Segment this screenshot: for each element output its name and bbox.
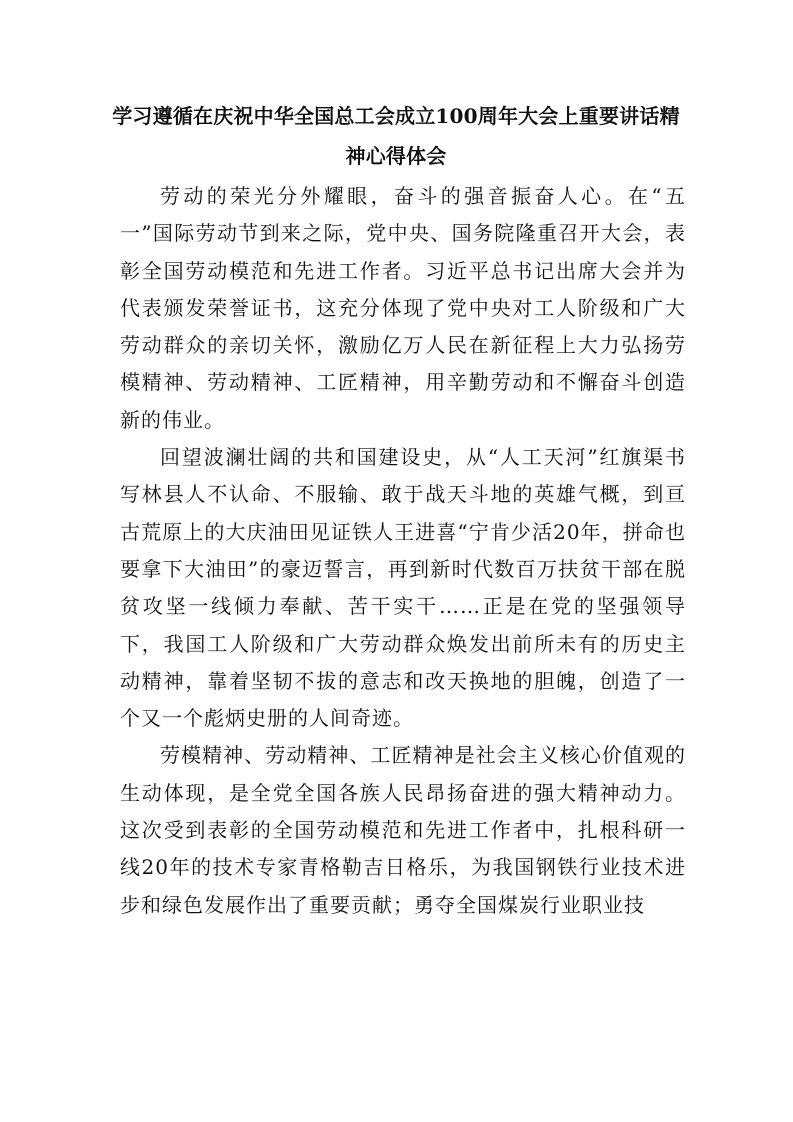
paragraph-1: 劳动的荣光分外耀眼，奋斗的强音振奋人心。在“五一”国际劳动节到来之际，党中央、国务院隆重召开大会，表彰全国劳动模范和先进工作者。习近平总书记出席大会并为代表颁发荣誉证书，这充分体现了党中央对工人阶级和广大劳动群众的亲切关怀，激励亿万人民在新征程上大力弘扬劳模精神、劳动精神、工匠精神，用辛勤劳动和不懈奋斗创造新的伟业。 xyxy=(120,184,686,432)
document-body xyxy=(120,178,686,924)
paragraph-2: 回望波澜壮阔的共和国建设史，从“人工天河”红旗渠书写林县人不认命、不服输、敢于战天斗地的英雄气概，到亘古荒原上的大庆油田见证铁人王进喜“宁肯少活20年，拼命也要拿下大油田”的豪迈誓言，再到新时代数百万扶贫干部在脱贫攻坚一线倾力奉献、苦干实干……正是在党的坚强领导下，我国工人阶级和广大劳动群众焕发出前所未有的历史主动精神，靠着坚韧不拔的意志和改天换地的胆魄，创造了一个又一个彪炳史册的人间奇迹。 xyxy=(120,445,686,731)
document-title: 学习遵循在庆祝中华全国总工会成立100周年大会上重要讲话精神心得体会 xyxy=(112,104,680,168)
paragraph-3: 劳模精神、劳动精神、工匠精神是社会主义核心价值观的生动体现，是全党全国各族人民昂扬奋进的强大精神动力。这次受到表彰的全国劳动模范和先进工作者中，扎根科研一线20年的技术专家青格勒吉日格乐，为我国钢铁行业技术进步和绿色发展作出了重要贡献；勇夺全国煤炭行业职业技 xyxy=(120,743,686,917)
